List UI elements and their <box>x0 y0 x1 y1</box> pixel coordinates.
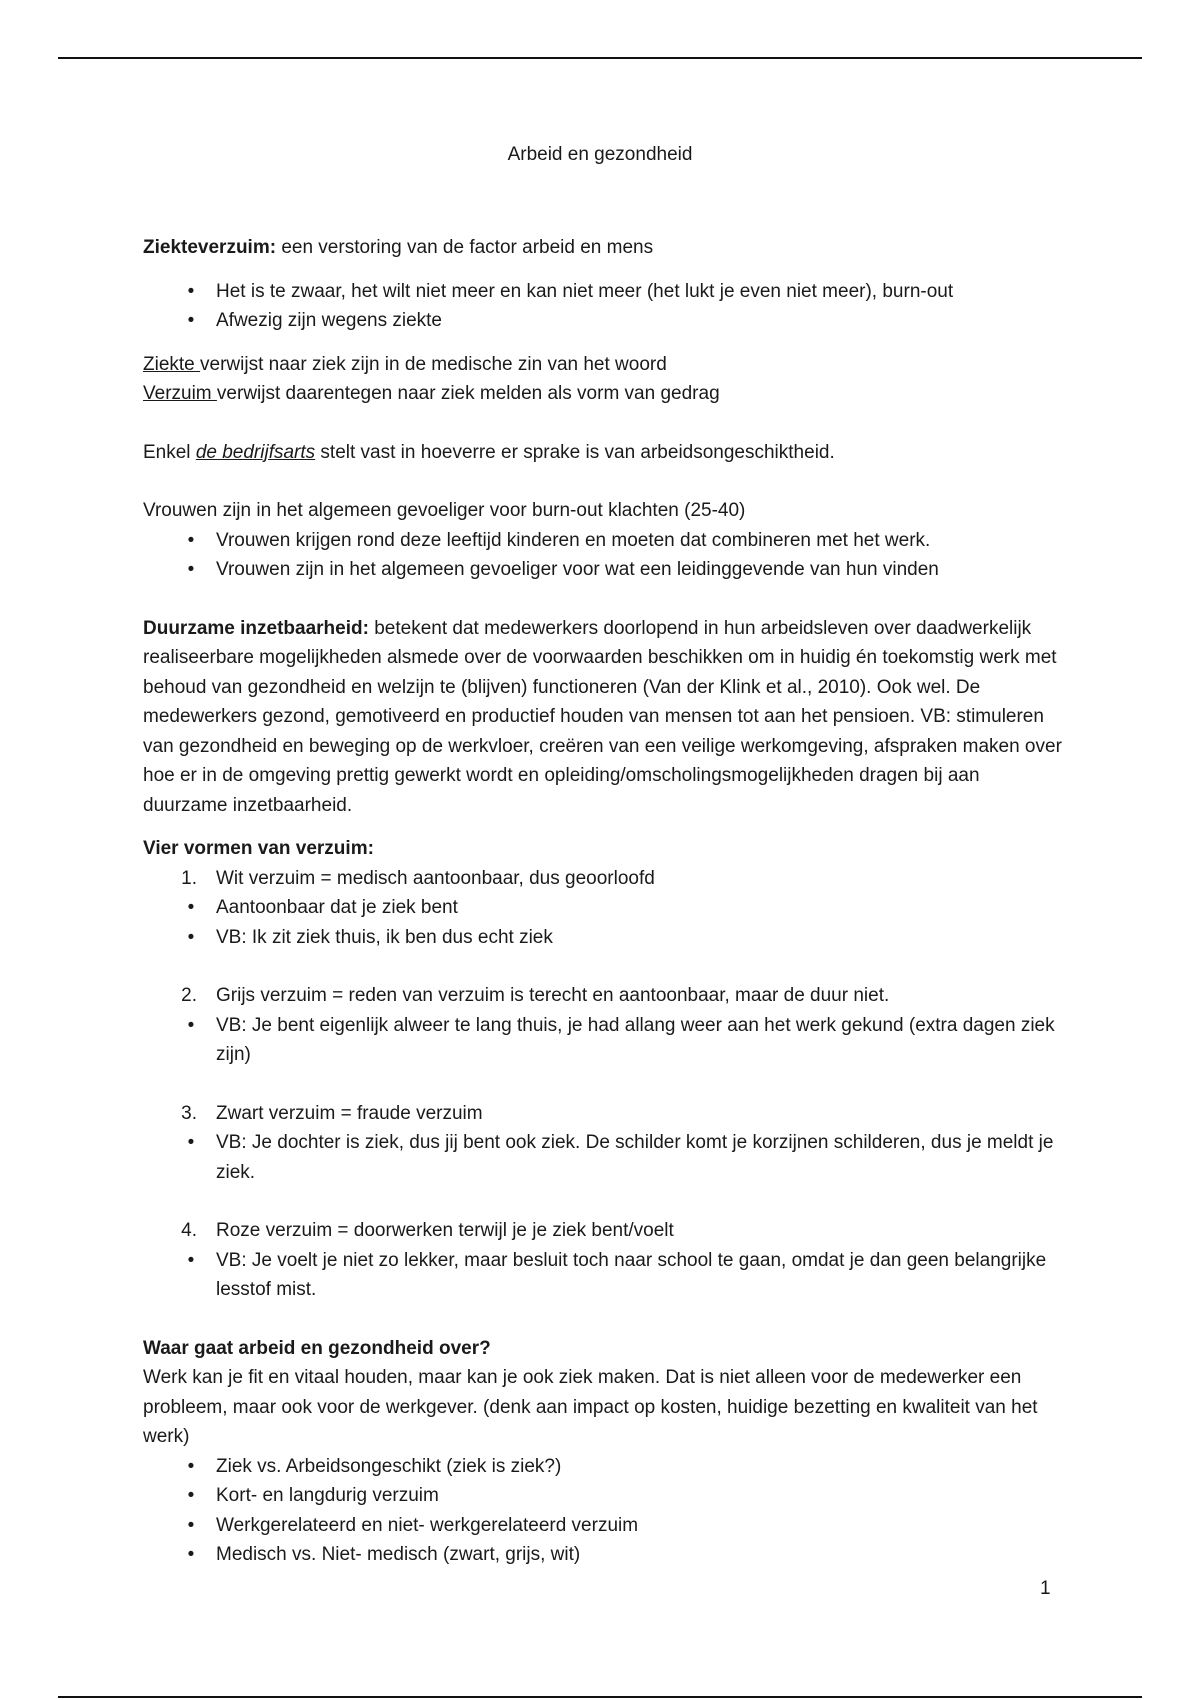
bullet-icon: • <box>187 1132 195 1153</box>
term: Duurzame inzetbaarheid: <box>143 617 369 639</box>
verzuim-group-1 <box>143 864 1063 953</box>
bullet-icon: • <box>187 1514 195 1536</box>
bullet-icon: • <box>187 926 195 948</box>
list-item: • Vrouwen krijgen rond deze leeftijd kinderen en moeten dat combineren met het werk. <box>143 526 1063 556</box>
definition-ziekteverzuim <box>143 233 1063 263</box>
paragraph: Werk kan je fit en vitaal houden, maar kan je ook ziek maken. Dat is niet alleen voor de medewerker een probleem, maar ook voor de werkgever. (denk aan impact op kosten, huidige bezetting en kwaliteit van het werk) <box>143 1367 1038 1447</box>
list-item: • Medisch vs. Niet- medisch (zwart, grijs, wit) <box>143 1540 1063 1570</box>
term: Ziekteverzuim: <box>143 237 277 258</box>
bullet-icon: • <box>187 1455 195 1477</box>
page-number: 1 <box>1040 1578 1051 1599</box>
bullet-icon: • <box>187 1014 195 1036</box>
numbered-item: 4. Roze verzuim = doorwerken terwijl je je ziek bent/voelt <box>181 1220 674 1241</box>
section-heading: Vier vormen van verzuim: <box>143 838 374 859</box>
document-body <box>143 233 1063 1570</box>
bullet-icon: • <box>187 529 195 551</box>
bullet-icon: • <box>187 1485 195 1506</box>
list-item: • Ziek vs. Arbeidsongeschikt (ziek is ziek?) <box>143 1452 1063 1482</box>
bullet-icon: • <box>187 310 195 331</box>
list-item: • Aantoonbaar dat je ziek bent <box>143 893 1063 923</box>
term: Verzuim <box>143 383 217 404</box>
ziekteverzuim-bullets <box>143 277 1063 336</box>
numbered-item: 2. Grijs verzuim = reden van verzuim is terecht en aantoonbaar, maar de duur niet. <box>181 985 890 1006</box>
list-item: • VB: Ik zit ziek thuis, ik ben dus echt ziek <box>143 923 1063 953</box>
bedrijfsarts-line: Enkel de bedrijfsarts stelt vast in hoeverre er sprake is van arbeidsongeschiktheid. <box>143 441 835 463</box>
bullet-icon: • <box>187 1544 195 1565</box>
bullet-icon: • <box>187 280 195 302</box>
vrouwen-line: Vrouwen zijn in het algemeen gevoeliger voor burn-out klachten (25-40) <box>143 500 746 521</box>
list-item: • Afwezig zijn wegens ziekte <box>143 306 1063 336</box>
numbered-item: 3. Zwart verzuim = fraude verzuim <box>181 1102 483 1124</box>
ziekte-line: Ziekte verwijst naar ziek zijn in de medische zin van het woord <box>143 353 667 375</box>
document-title: Arbeid en gezondheid <box>507 144 693 165</box>
verzuim-line: Verzuim verwijst daarentegen naar ziek melden als vorm van gedrag <box>143 383 720 404</box>
bullet-icon: • <box>187 1249 195 1271</box>
list-item: • Het is te zwaar, het wilt niet meer en kan niet meer (het lukt je even niet meer), burn-out <box>143 277 1063 307</box>
header-rule <box>58 57 1142 59</box>
verzuim-group-3 <box>143 1099 1063 1188</box>
footer-rule <box>58 1696 1142 1698</box>
definition-text: een verstoring van de factor arbeid en mens <box>276 237 654 258</box>
list-item: • Kort- en langdurig verzuim <box>143 1481 1063 1511</box>
verzuim-group-2 <box>143 981 1063 1070</box>
section-heading: Waar gaat arbeid en gezondheid over? <box>143 1337 491 1359</box>
list-item: • Vrouwen zijn in het algemeen gevoeliger voor wat een leidinggevende van hun vinden <box>143 555 1063 585</box>
arbeid-gezondheid-bullets <box>143 1452 1063 1570</box>
term: Ziekte <box>143 353 201 375</box>
list-item: • VB: Je voelt je niet zo lekker, maar besluit toch naar school te gaan, omdat je dan geen belangrijke lesstof mist. <box>143 1246 1063 1305</box>
emphasis: de bedrijfsarts <box>195 441 316 463</box>
verzuim-group-4 <box>143 1216 1063 1305</box>
list-item: • VB: Je bent eigenlijk alweer te lang thuis, je had allang weer aan het werk gekund (extra dagen ziek zijn) <box>143 1011 1063 1070</box>
list-item: • Werkgerelateerd en niet- werkgerelateerd verzuim <box>143 1511 1063 1541</box>
list-item: • VB: Je dochter is ziek, dus jij bent ook ziek. De schilder komt je korzijnen schilderen, dus je meldt je ziek. <box>143 1128 1063 1187</box>
vrouwen-bullets <box>143 526 1063 585</box>
definition-duurzame-inzetbaarheid: Duurzame inzetbaarheid: betekent dat medewerkers doorlopend in hun arbeidsleven over daadwerkelijk realiseerbare mogelijkheden alsmede over de voorwaarden beschikken om in huidig én toekomstig werk met behoud van gezondheid en welzijn te (blijven) functioneren (Van der Klink et al., 2010). Ook wel. De medewerkers gezond, gemotiveerd en productief houden van mensen tot aan het pensioen. VB: stimuleren van gezondheid en beweging op de werkvloer, creëren van een veilige werkomgeving, afspraken maken over hoe er in de omgeving prettig gewerkt wordt en opleiding/omscholingsmogelijkheden dragen bij aan duurzame inzetbaarheid. <box>143 617 1062 816</box>
bullet-icon: • <box>187 897 195 918</box>
bullet-icon: • <box>187 559 195 580</box>
numbered-item: 1. Wit verzuim = medisch aantoonbaar, dus geoorloofd <box>181 867 655 889</box>
